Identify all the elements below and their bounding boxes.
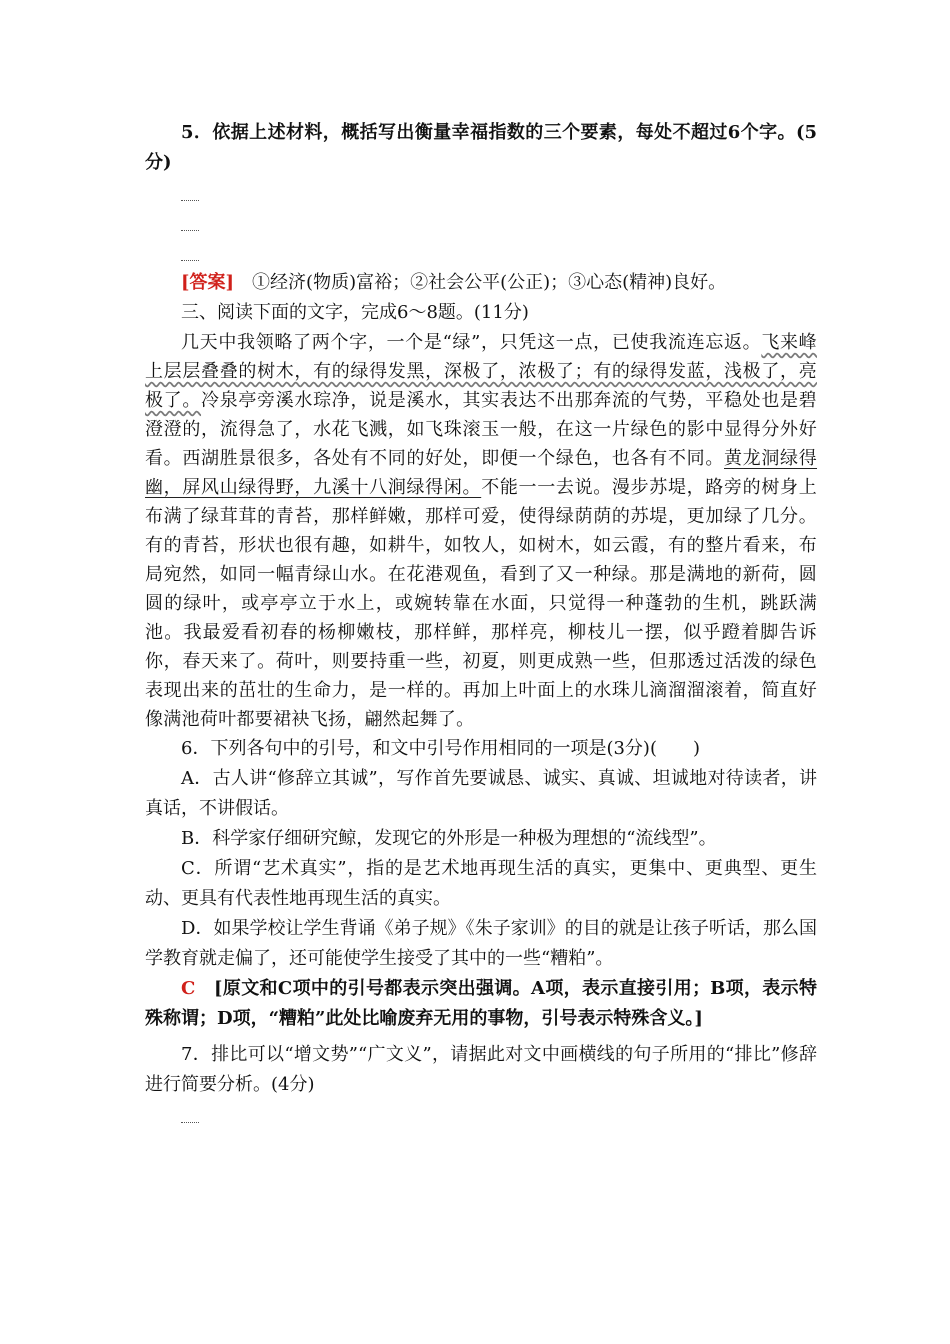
passage-text-3: 不能一一去说。漫步苏堤，路旁的树身上布满了绿茸茸的青苔，那样鲜嫩，那样可爱，使得绿荫荫的苏堤，更加绿了几分。有的青苔，形状也很有趣，如耕牛，如牧人，如树木，如云霞，有的整片看来，布局宛然，如同一幅青绿山水。在花港观鱼，看到了又一种绿。那是满地的新荷，圆圆的绿叶，或亭亭立于水上，或婉转靠在水面，只觉得一种蓬勃的生机，跳跃满池。我最爱看初春的杨柳嫩枝，那样鲜，那样亮，柳枝儿一摆，似乎蹬着脚告诉你，春天来了。荷叶，则要持重一些，初夏，则更成熟一些，但那透过活泼的绿色表现出来的茁壮的生命力，是一样的。再加上叶面上的水珠儿滴溜溜滚着，简直好像满池荷叶都要裙袂飞扬，翩然起舞了。: [145, 477, 817, 730]
passage-wavy-underline: 飞来峰上层层叠叠的树木，有的绿得发黑，深极了，浓极了；有的绿得发蓝，浅极了，亮极了。: [145, 332, 817, 411]
answer-letter: C: [181, 978, 196, 999]
question-6-option-d: D．如果学校让学生背诵《弟子规》《朱子家训》的目的就是让孩子听话，那么国学教育就走偏了，还可能使学生接受了其中的一些“糟粕”。: [145, 918, 817, 969]
reading-passage: [145, 328, 817, 734]
question-6-stem: 6．下列各句中的引号，和文中引号作用相同的一项是(3分)( ): [181, 738, 700, 759]
question-6-answer: [145, 974, 817, 1034]
answer-blank-4[interactable]: [145, 1100, 817, 1130]
answer-label: [答案]: [181, 272, 235, 293]
question-7-stem: 7．排比可以“增文势”“广文义”，请据此对文中画横线的句子所用的“排比”修辞进行简要分析。(4分): [145, 1044, 817, 1095]
answer-explanation: [原文和C项中的引号都表示突出强调。A项，表示直接引用；B项，表示特殊称谓；D项，“糟粕”此处比喻废弃无用的事物，引号表示特殊含义。]: [145, 978, 817, 1029]
document-page: [145, 118, 817, 1130]
question-6-option-c: C．所谓“艺术真实”，指的是艺术地再现生活的真实，更集中、更典型、更生动、更具有代表性地再现生活的真实。: [145, 858, 817, 909]
question-6-option-b: B．科学家仔细研究鲸，发现它的外形是一种极为理想的“流线型”。: [181, 828, 717, 849]
answer-blank-1[interactable]: [145, 178, 817, 208]
answer-text: ①经济(物质)富裕；②社会公平(公正)；③心态(精神)良好。: [252, 272, 727, 293]
question-5-answer: [145, 268, 817, 298]
section-3-heading: 三、阅读下面的文字，完成6～8题。(11分): [181, 302, 529, 323]
question-5: 5．依据上述材料，概括写出衡量幸福指数的三个要素，每处不超过6个字。(5分): [145, 122, 817, 173]
passage-text-1: 几天中我领略了两个字，一个是“绿”，只凭这一点，已使我流连忘返。: [181, 332, 762, 353]
passage-straight-underline: 黄龙洞绿得幽，屏风山绿得野，九溪十八涧绿得闲。: [145, 448, 818, 498]
answer-blank-3[interactable]: [145, 238, 817, 268]
answer-blank-2[interactable]: [145, 208, 817, 238]
passage-text-2: 冷泉亭旁溪水琮净，说是溪水，其实表达不出那奔流的气势，平稳处也是碧澄澄的，流得急了，水花飞溅，如飞珠滚玉一般，在这一片绿色的影中显得分外好看。西湖胜景很多，各处有不同的好处，即便一个绿色，也各有不同。: [145, 390, 817, 469]
question-6-option-a: A．古人讲“修辞立其诚”，写作首先要诚恳、诚实、真诚、坦诚地对待读者，讲真话，不讲假话。: [145, 768, 817, 819]
